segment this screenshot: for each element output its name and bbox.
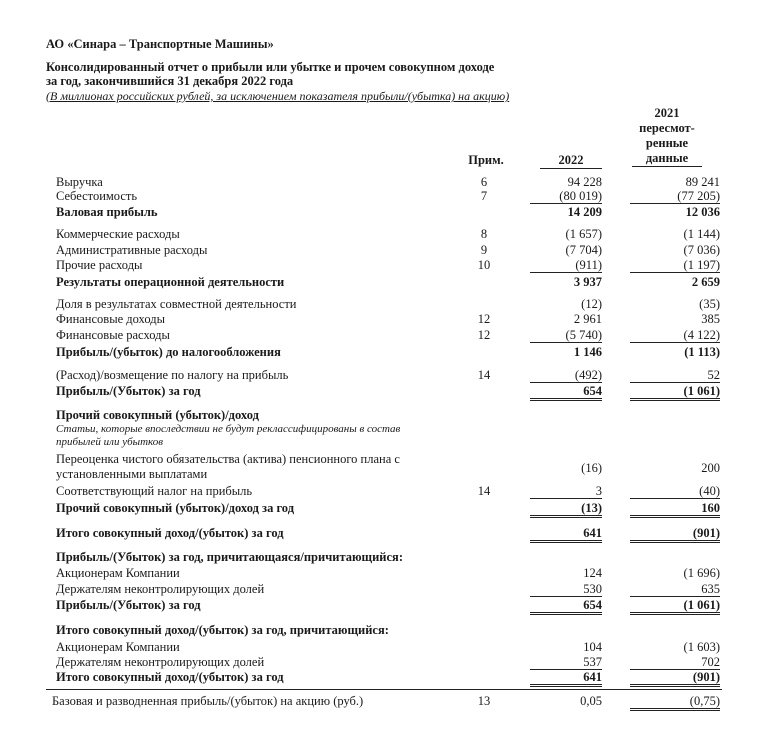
- row-value-2022: (16): [581, 461, 602, 475]
- row-value-2021: 12 036: [685, 205, 720, 219]
- row-value-2022: (12): [581, 297, 602, 311]
- row-note: 9: [480, 243, 488, 257]
- row-note: 10: [477, 258, 491, 272]
- column-2021-year: 2021: [654, 106, 680, 120]
- row-value-2022: 0,05: [580, 694, 602, 708]
- row-value-2021: 52: [630, 368, 720, 383]
- row-label: Результаты операционной деятельности: [56, 275, 285, 289]
- row-value-2022: (1 657): [565, 227, 602, 241]
- row-label: Итого совокупный доход/(убыток) за год: [56, 670, 284, 684]
- row-label: Валовая прибыль: [56, 205, 158, 219]
- row-value-2021: (1 603): [683, 640, 720, 654]
- row-label: Выручка: [56, 175, 103, 189]
- row-value-2021: (1 144): [683, 227, 720, 241]
- row-value-2022: (13): [530, 501, 602, 518]
- row-value-2021: (1 113): [684, 345, 720, 359]
- row-value-2022: 641: [530, 526, 602, 543]
- column-2021-line3: ренные: [645, 136, 689, 150]
- row-label: Акционерам Компании: [56, 640, 180, 654]
- row-value-2022: (911): [530, 258, 602, 273]
- row-value-2022: (5 740): [530, 328, 602, 343]
- row-value-2022: 2 961: [573, 312, 602, 326]
- column-2021-line4: данные: [645, 151, 689, 165]
- row-label: Себестоимость: [56, 189, 138, 203]
- row-value-2021: (4 122): [630, 328, 720, 343]
- row-label: Итого совокупный доход/(убыток) за год: [56, 526, 284, 540]
- row-value-2021: 160: [630, 501, 720, 518]
- row-value-2022: 641: [530, 670, 602, 687]
- row-value-2022: 3 937: [573, 275, 602, 289]
- row-value-2022: (7 704): [565, 243, 602, 257]
- row-label: Прибыль/(Убыток) за год: [56, 384, 201, 398]
- row-note: 13: [477, 694, 491, 708]
- row-value-2021: 385: [701, 312, 720, 326]
- row-label: Финансовые расходы: [56, 328, 170, 342]
- row-value-2022: 654: [530, 598, 602, 615]
- row-value-2021: (1 696): [683, 566, 720, 580]
- row-note: 8: [480, 227, 488, 241]
- row-value-2022: 530: [530, 582, 602, 597]
- row-value-2021: 89 241: [685, 175, 720, 189]
- row-label: Прибыль/(Убыток) за год: [56, 598, 201, 612]
- row-note: 12: [477, 312, 491, 326]
- row-value-2021: 2 659: [691, 275, 720, 289]
- column-2021-header: [632, 106, 702, 167]
- divider: [46, 689, 722, 690]
- row-label: Акционерам Компании: [56, 566, 180, 580]
- row-value-2022: 654: [530, 384, 602, 401]
- row-value-2021: (1 197): [630, 258, 720, 273]
- row-label: Прибыль/(убыток) до налогообложения: [56, 345, 281, 359]
- row-label: Административные расходы: [56, 243, 208, 257]
- row-note: 7: [480, 189, 488, 203]
- row-value-2022: 94 228: [567, 175, 602, 189]
- row-value-2022: (492): [530, 368, 602, 383]
- row-note: 6: [480, 175, 488, 189]
- row-value-2022: 537: [530, 655, 602, 670]
- row-value-2021: (1 061): [630, 598, 720, 615]
- column-note-header: Прим.: [468, 153, 504, 167]
- row-label: Соответствующий налог на прибыль: [56, 484, 253, 498]
- row-value-2021: (1 061): [630, 384, 720, 401]
- row-note: 14: [477, 368, 491, 382]
- row-value-2022: 14 209: [567, 205, 602, 219]
- row-label: Держателям неконтролирующих долей: [56, 655, 265, 669]
- row-label: Держателям неконтролирующих долей: [56, 582, 265, 596]
- row-label: Переоценка чистого обязательства (актива) пенсионного плана с: [56, 452, 400, 466]
- row-value-2021: 702: [630, 655, 720, 670]
- row-label: установленными выплатами: [56, 467, 208, 481]
- row-label: Статьи, которые впоследствии не будут реклассифицированы в состав: [56, 423, 401, 435]
- row-value-2021: 200: [701, 461, 720, 475]
- row-value-2022: 3: [530, 484, 602, 499]
- row-value-2021: (40): [630, 484, 720, 499]
- statement-title: Консолидированный отчет о прибыли или убытке и прочем совокупном доходе: [46, 60, 495, 74]
- row-label: Финансовые доходы: [56, 312, 165, 326]
- column-2022-header: 2022: [540, 153, 602, 169]
- row-label: Коммерческие расходы: [56, 227, 180, 241]
- row-value-2022: 104: [583, 640, 602, 654]
- row-label: прибылей или убытков: [56, 436, 164, 448]
- section-heading: Прибыль/(Убыток) за год, причитающаяся/причитающийся:: [56, 550, 403, 564]
- statement-period: за год, закончившийся 31 декабря 2022 года: [46, 74, 294, 88]
- company-name: АО «Синара – Транспортные Машины»: [46, 37, 274, 51]
- row-value-2021: (35): [699, 297, 720, 311]
- row-value-2021: 635: [630, 582, 720, 597]
- statement-units: (В миллионах российских рублей, за исключением показателя прибыли/(убытка) на акцию): [46, 89, 510, 103]
- row-value-2021: (77 205): [630, 189, 720, 204]
- row-value-2021: (901): [630, 526, 720, 543]
- column-2021-line2: пересмот-: [639, 121, 695, 135]
- section-heading: Итого совокупный доход/(убыток) за год, причитающийся:: [56, 623, 389, 637]
- row-value-2021: (7 036): [683, 243, 720, 257]
- row-note: 14: [477, 484, 491, 498]
- row-value-2021: (901): [630, 670, 720, 687]
- section-heading: Прочий совокупный (убыток)/доход: [56, 408, 259, 422]
- row-label: Прочий совокупный (убыток)/доход за год: [56, 501, 295, 515]
- row-value-2021: (0,75): [630, 694, 720, 711]
- row-label: (Расход)/возмещение по налогу на прибыль: [56, 368, 289, 382]
- row-label: Прочие расходы: [56, 258, 143, 272]
- row-note: 12: [477, 328, 491, 342]
- row-label: Базовая и разводненная прибыль/(убыток) на акцию (руб.): [52, 694, 364, 708]
- row-value-2022: 1 146: [573, 345, 602, 359]
- row-value-2022: 124: [583, 566, 602, 580]
- row-label: Доля в результатах совместной деятельности: [56, 297, 297, 311]
- row-value-2022: (80 019): [530, 189, 602, 204]
